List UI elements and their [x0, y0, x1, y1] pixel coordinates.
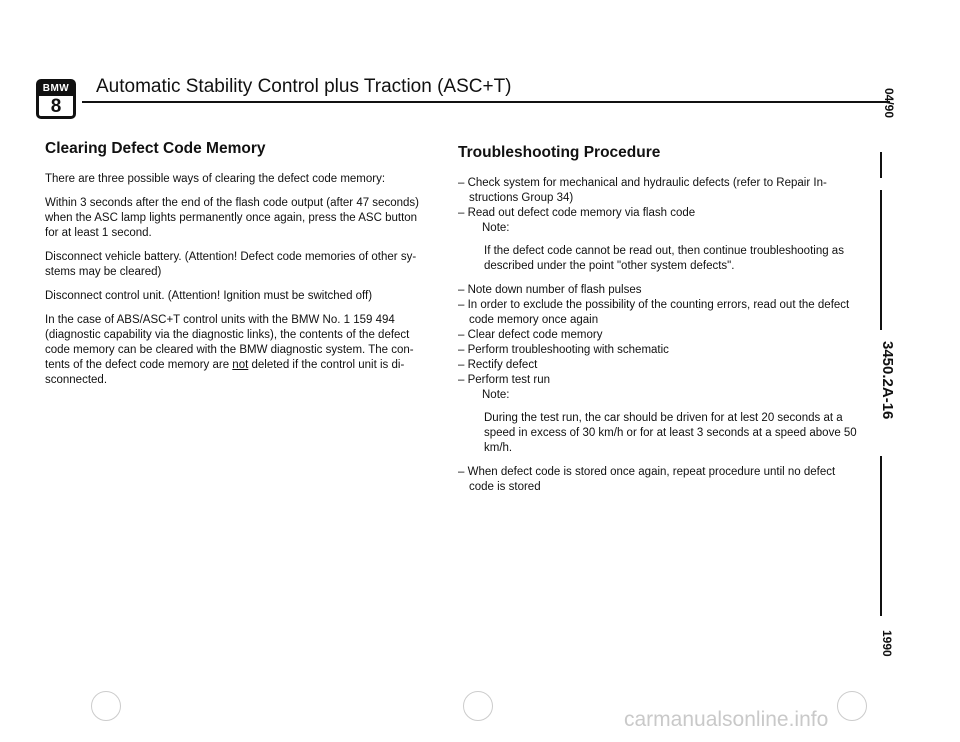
- side-rule: [880, 456, 882, 616]
- list-item-text: – Read out defect code memory via flash code: [458, 207, 696, 219]
- list-item: – In order to exclude the possibility of the counting errors, read out the defect code memory once again: [458, 299, 850, 326]
- list-item: [458, 373, 858, 403]
- left-paragraph: There are three possible ways of clearing the defect code memory:: [45, 173, 386, 185]
- note-label: Note:: [482, 389, 510, 401]
- left-heading: Clearing Defect Code Memory: [45, 140, 266, 157]
- right-heading: Troubleshooting Procedure: [458, 144, 661, 161]
- procedure-list: [458, 176, 858, 236]
- punch-hole: [463, 691, 493, 721]
- list-item: – Note down number of flash pulses: [458, 284, 642, 296]
- side-rule: [880, 152, 882, 178]
- note-label: Note:: [482, 222, 510, 234]
- right-column: [458, 144, 858, 495]
- left-paragraph: Disconnect control unit. (Attention! Ignition must be switched off): [45, 290, 373, 302]
- paragraph-text: In the case of ABS/ASC+T control units with the BMW No. 1 159 494 (diagnostic capability via the diagnostic links), the contents of the defect code memory can be cleared with the BMW diagnostic system. The con-tents of the defect code memory are: [45, 314, 414, 371]
- list-item: – When defect code is stored once again, repeat procedure until no defect code is stored: [458, 466, 836, 493]
- logo-series: 8: [50, 96, 62, 117]
- bmw-logo: [36, 79, 76, 119]
- left-paragraph: Within 3 seconds after the end of the flash code output (after 47 seconds) when the ASC lamp lights permanently once again, press the ASC button for at least 1 second.: [45, 197, 419, 239]
- list-item: – Rectify defect: [458, 359, 538, 371]
- side-date: 04/90: [882, 88, 896, 119]
- side-year: 1990: [880, 630, 894, 657]
- list-item: [458, 206, 858, 236]
- left-paragraph: [45, 313, 430, 388]
- note-text: If the defect code cannot be read out, then continue troubleshooting as described under the point "other system defects".: [484, 245, 844, 272]
- procedure-list: [458, 465, 858, 495]
- punch-hole: [91, 691, 121, 721]
- logo-brand: BMW: [39, 82, 73, 96]
- page-title: Automatic Stability Control plus Traction (ASC+T): [96, 76, 512, 97]
- left-column: [45, 140, 430, 397]
- paragraph-text: deleted if the control unit is di-sconnected.: [45, 359, 405, 386]
- header-rule: [82, 101, 890, 103]
- list-item: – Check system for mechanical and hydraulic defects (refer to Repair In-structions Group 34): [458, 177, 827, 204]
- side-document-number: 3450.2A-16: [879, 341, 896, 420]
- procedure-list: [458, 283, 858, 403]
- emphasis-not: not: [232, 359, 249, 371]
- watermark: carmanualsonline.info: [624, 708, 829, 731]
- list-item-text: – Perform test run: [458, 374, 551, 386]
- side-rule: [880, 190, 882, 330]
- list-item: – Perform troubleshooting with schematic: [458, 344, 669, 356]
- punch-hole: [837, 691, 867, 721]
- list-item: – Clear defect code memory: [458, 329, 603, 341]
- note-text: During the test run, the car should be driven for at lest 20 seconds at a speed in excess of 30 km/h or for at least 3 seconds at a speed above 50 km/h.: [484, 412, 857, 454]
- left-paragraph: Disconnect vehicle battery. (Attention! Defect code memories of other sy-stems may be cleared): [45, 251, 417, 278]
